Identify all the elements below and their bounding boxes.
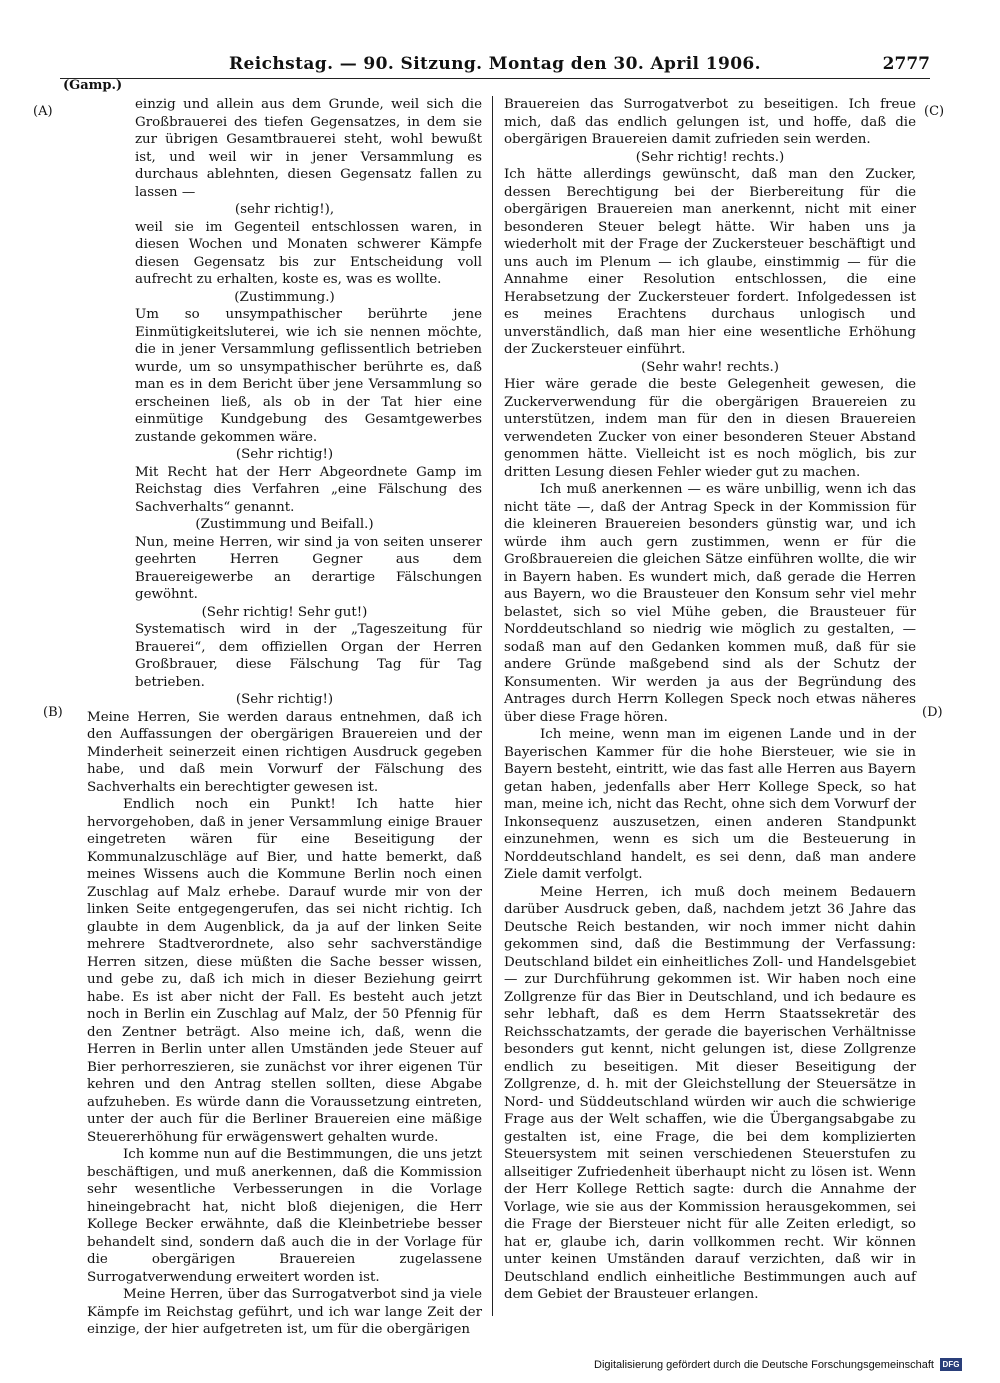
- running-title: Reichstag. — 90. Sitzung. Montag den 30. April 1906.: [229, 54, 761, 74]
- paragraph: Meine Herren, über das Surrogatverbot sind ja viele Kämpfe im Reichstag geführt, und ich war lange Zeit der einzige, der hier aufgetreten ist, um für die obergärigen: [87, 1287, 482, 1337]
- paragraph: Ich muß anerkennen — es wäre unbillig, wenn ich das nicht täte —, daß der Antrag Speck in der Kommission für die kleineren Brauereien besonders günstig war, und ich würde ihm auch gern zustimmen, wenn er für die Großbrauereien die gleichen Sätze einführen wollte, die wir in Bayern haben. Es wundert mich, daß gerade die Herren aus Bayern, wo die Brausteuer den Konsum sehr viel mehr belastet, sich so viel Mühe geben, die Brausteuer für Norddeutschland so niedrig wie möglich zu gestalten, — sodaß man auf den Gedanken kommen muß, daß für sie andere Gründe maßgebend sind als der Schutz der Konsumenten. Wir werden ja aus der Begründung des Antrages durch Herrn Kollegen Speck noch etwas näheres über diese Frage hören.: [504, 482, 916, 725]
- margin-marker-d: (D): [922, 705, 943, 720]
- margin-marker-a: (A): [33, 104, 53, 119]
- paragraph: Endlich noch ein Punkt! Ich hatte hier hervorgehoben, daß in jener Versammlung einige Brauer eingetreten wären für eine Beseitigung der Kommunalzuschläge auf Bier, und hatte bemerkt, daß meines Wissens auch die Kommune Berlin noch einen Zuschlag auf Malz erhebe. Darauf wurde mir von der linken Seite entgegengerufen, das sei nicht richtig. Ich glaubte in dem Augenblick, da ja auf der linken Seite mehrere Stadtverordnete, also sehr sachverständige Herren sitzen, diese müßten die Sache besser wissen, und gebe zu, daß ich mich in dieser Beziehung geirrt habe. Es ist aber nicht der Fall. Es besteht auch jetzt noch in Berlin ein Zuschlag auf Malz, der 50 Pfennig für den Zentner beträgt. Also meine ich, daß, wenn die Herren in Berlin unter allen Umständen jede Steuer auf Bier perhorreszieren, sie zunächst vor ihrer eigenen Tür kehren und den Antrag stellen sollten, diese Abgabe aufzuheben. Es würde dann die Voraussetzung eintreten, unter der auch für die Berliner Brauereien eine mäßige Steuererhöhung für erwägenswert gehalten wurde.: [87, 797, 482, 1145]
- paragraph: Hier wäre gerade die beste Gelegenheit gewesen, die Zuckerverwendung für die obergärigen Brauereien zu unterstützen, indem man für den in diesen Brauereien verwendeten Zucker von einer besonderen Steuer Abstand genommen hätte. Vielleicht ist es noch möglich, bis zur dritten Lesung diesen Fehler wieder gut zu machen.: [504, 377, 916, 480]
- margin-marker-b: (B): [43, 705, 63, 720]
- column-divider: [492, 96, 493, 1316]
- left-text-column: [87, 96, 482, 1339]
- paragraph: Mit Recht hat der Herr Abgeordnete Gamp im Reichstag dies Verfahren „eine Fälschung des Sachverhalts“ genannt.: [135, 464, 482, 515]
- paragraph: Meine Herren, Sie werden daraus entnehmen, daß ich den Auffassungen der obergärigen Brauereien und der Minderheit seinerzeit einen richtigen Ausdruck gegeben habe, und daß mein Vorwurf der Fälschung des Sachverhalts ein berechtigter gewesen ist.: [87, 709, 482, 795]
- paragraph: Ich meine, wenn man im eigenen Lande und in der Bayerischen Kammer für die hohe Biersteuer, wie sie in Bayern besteht, eintritt, wie das fast alle Herren aus Bayern getan haben, jedenfalls aber Herr Kollege Speck, so hat man, meine ich, nicht das Recht, ohne sich dem Vorwurf der Inkonsequenz auszusetzen, einen anderen Standpunkt einzunehmen, wenn es sich um die Besteuerung in Norddeutschland handelt, es sei denn, daß man andere Ziele damit verfolgt.: [504, 727, 916, 882]
- paragraph: Systematisch wird in der „Tageszeitung für Brauerei“, dem offiziellen Organ der Herren Großbrauer, diese Fälschung Tag für Tag betrieben.: [135, 622, 482, 690]
- paragraph: Nun, meine Herren, wir sind ja von seiten unserer geehrten Herren Gegner aus dem Brauereigewerbe an derartige Fälschungen gewöhnt.: [135, 534, 482, 602]
- interjection: (sehr richtig!),: [234, 202, 335, 217]
- interjection: (Sehr richtig!): [235, 692, 334, 707]
- page-header: [60, 54, 930, 76]
- margin-marker-c: (C): [924, 104, 945, 119]
- paragraph: weil sie im Gegenteil entschlossen waren, in diesen Wochen und Monaten schwerer Kämpfe diesen Gegensatz bis zur Entscheidung voll aufrecht zu erhalten, koste es, was es wollte.: [135, 219, 482, 287]
- paragraph: Meine Herren, ich muß doch meinem Bedauern darüber Ausdruck geben, daß, nachdem jetzt 36 Jahre das Deutsche Reich bestanden, wir noch immer nicht dahin gekommen sind, daß die Bestimmung der Verfassung: Deutschland bildet ein einheitliches Zoll- und Handelsgebiet — zur Durchführung gekommen ist. Wir haben noch eine Zollgrenze für das Bier in Deutschland, und ich bedaure es sehr lebhaft, daß es dem Herrn Staatssekretär des Reichsschatzamts, der gerade die bayerischen Verhältnisse besonders gut kennt, nicht gelungen ist, diese Zollgrenze endlich zu beseitigen. Mit dieser Beseitigung der Zollgrenze, d. h. mit der Gleichstellung der Steuersätze in Nord- und Süddeutschland würden wir auch die schwierige Frage aus der Welt schaffen, wie die Übergangsabgabe zu gestalten ist, eine Frage, die bei dem komplizierten Steuersystem mit seinen verschiedenen Steuerstufen zu allseitiger Zufriedenheit überhaupt nicht zu lösen ist. Wenn der Herr Kollege Rettich sagte: durch die Annahme der Vorlage, wie sie aus der Kommission herausgekommen, sei die Frage der Biersteuer nicht für alle Zeiten erledigt, so hat er, glaube ich, darin vollkommen recht. Wir können unter keinen Umständen darauf verzichten, daß wir in Deutschland endlich einheitliche Bestimmungen auch auf dem Gebiet der Brausteuer erlangen.: [504, 884, 916, 1302]
- interjection: (Sehr richtig! Sehr gut!): [201, 604, 368, 620]
- paragraph: Brauereien das Surrogatverbot zu beseitigen. Ich freue mich, daß das endlich gelungen ist, und hoffe, daß die obergärigen Brauereien damit zufrieden sein werden.: [504, 97, 916, 147]
- dfg-logo-icon: DFG: [940, 1358, 962, 1371]
- paragraph: Ich komme nun auf die Bestimmungen, die uns jetzt beschäftigen, und muß anerkennen, daß die Kommission sehr wesentliche Verbesserungen in die Vorlage hineingebracht hat, nicht bloß diejenigen, die Herr Kollege Becker erwähnte, daß die Kleinbetriebe besser behandelt sind, sondern daß auch die in der Vorlage für die obergärigen Brauereien zugelassene Surrogatverwendung erweitert worden ist.: [87, 1147, 482, 1285]
- paragraph: Um so unsympathischer berührte jene Einmütigkeitsluterei, wie ich sie nennen möchte, die in jener Versammlung geflissentlich betrieben wurde, um so unsympathischer berührte es, daß man es in dem Bericht über jene Versammlung so erscheinen ließ, als ob in der Tat hier eine einmütige Kundgebung des Gesamtgewerbes zustande gekommen wäre.: [135, 307, 482, 445]
- footer-credit: [594, 1358, 962, 1371]
- right-text-column: [504, 96, 916, 1304]
- interjection: (Zustimmung.): [234, 289, 335, 305]
- page-number: 2777: [882, 54, 930, 74]
- interjection: (Zustimmung und Beifall.): [195, 517, 374, 532]
- footer-text: Digitalisierung gefördert durch die Deutsche Forschungsgemeinschaft: [594, 1358, 934, 1371]
- interjection: (Sehr richtig! rechts.): [635, 149, 785, 165]
- paragraph: Ich hätte allerdings gewünscht, daß man den Zucker, dessen Berechtigung bei der Bierbereitung für die obergärigen Brauereien man anerkennt, nicht mit einer besonderen Steuer belegt hätte. Wir haben uns ja wiederholt mit der Frage der Zuckersteuer beschäftigt und uns auch im Plenum — ich glaube, einstimmig — für die Annahme einer Resolution entschlossen, die eine Herabsetzung der Zuckersteuer fordert. Infolgedessen ist es meines Erachtens durchaus unlogisch und unverständlich, daß man hier eine wesentliche Erhöhung der Zuckersteuer einführt.: [504, 167, 916, 357]
- interjection: (Sehr richtig!): [235, 447, 334, 462]
- interjection: (Sehr wahr! rechts.): [641, 359, 779, 375]
- speaker-label: (Gamp.): [63, 78, 123, 93]
- header-rule: [60, 78, 930, 79]
- paragraph: einzig und allein aus dem Grunde, weil sich die Großbrauerei des tiefen Gegensatzes, in dem sie zur übrigen Gesamtbrauerei steht, wohl bewußt ist, und weil wir in jener Versammlung es durchaus ablehnten, diesen Gegensatz fallen zu lassen —: [135, 97, 482, 200]
